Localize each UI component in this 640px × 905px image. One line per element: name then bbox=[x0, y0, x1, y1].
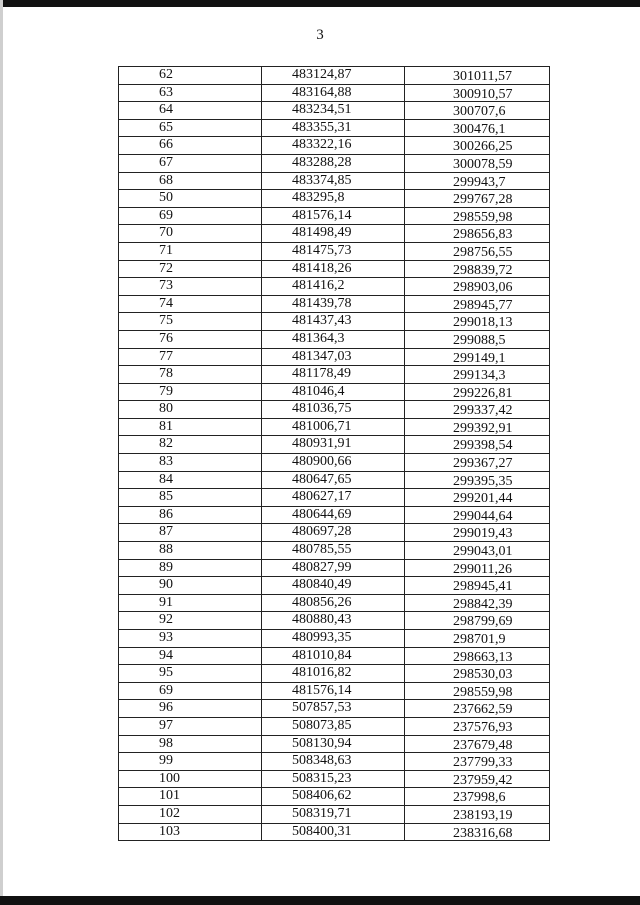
y-coordinate-cell: 237998,6 bbox=[453, 790, 506, 805]
y-coordinate-cell: 299011,26 bbox=[453, 561, 512, 577]
table-row bbox=[119, 330, 549, 348]
x-coordinate-cell: 483288,28 bbox=[262, 155, 405, 172]
table-row bbox=[119, 312, 549, 330]
x-coordinate-cell: 483164,88 bbox=[262, 85, 405, 102]
page-number: 3 bbox=[316, 27, 324, 43]
point-number-cell: 92 bbox=[119, 612, 262, 629]
table-row bbox=[119, 66, 549, 84]
table-row bbox=[119, 611, 549, 629]
y-coordinate-cell: 298842,39 bbox=[453, 596, 513, 612]
x-coordinate-cell: 508406,62 bbox=[262, 788, 405, 805]
table-row bbox=[119, 154, 549, 172]
point-number-cell: 74 bbox=[119, 296, 262, 313]
point-number-cell: 63 bbox=[119, 85, 262, 102]
y-coordinate-cell: 298663,13 bbox=[453, 649, 513, 665]
point-number-cell: 101 bbox=[119, 788, 262, 805]
point-number-cell: 69 bbox=[119, 683, 262, 700]
point-number-cell: 69 bbox=[119, 208, 262, 225]
table-row bbox=[119, 383, 549, 401]
y-coordinate-cell: 300078,59 bbox=[453, 156, 513, 172]
table-row bbox=[119, 277, 549, 295]
table-row bbox=[119, 647, 549, 665]
point-number-cell: 66 bbox=[119, 137, 262, 154]
point-number-cell: 103 bbox=[119, 824, 262, 841]
table-row bbox=[119, 594, 549, 612]
y-coordinate-cell: 298903,06 bbox=[453, 280, 513, 295]
y-coordinate-cell: 299019,43 bbox=[453, 526, 513, 542]
point-number-cell: 102 bbox=[119, 806, 262, 823]
y-coordinate-cell: 237799,33 bbox=[453, 755, 513, 770]
x-coordinate-cell: 481006,71 bbox=[262, 419, 405, 436]
point-number-cell: 86 bbox=[119, 507, 262, 524]
x-coordinate-cell: 481437,43 bbox=[262, 313, 405, 330]
table-row bbox=[119, 629, 549, 647]
y-coordinate-cell: 299044,64 bbox=[453, 508, 513, 524]
y-coordinate-cell: 299226,81 bbox=[453, 385, 513, 401]
x-coordinate-cell: 508073,85 bbox=[262, 718, 405, 735]
table-row bbox=[119, 207, 549, 225]
point-number-cell: 84 bbox=[119, 472, 262, 489]
x-coordinate-cell: 508315,23 bbox=[262, 771, 405, 788]
table-row bbox=[119, 242, 549, 260]
x-coordinate-cell: 483234,51 bbox=[262, 102, 405, 119]
point-number-cell: 97 bbox=[119, 718, 262, 735]
x-coordinate-cell: 481576,14 bbox=[262, 208, 405, 225]
x-coordinate-cell: 508348,63 bbox=[262, 753, 405, 770]
y-coordinate-cell: 298656,83 bbox=[453, 227, 513, 242]
point-number-cell: 62 bbox=[119, 67, 262, 84]
table-row bbox=[119, 189, 549, 207]
point-number-cell: 91 bbox=[119, 595, 262, 612]
y-coordinate-cell: 237959,42 bbox=[453, 772, 513, 788]
y-coordinate-cell: 298799,69 bbox=[453, 614, 513, 629]
x-coordinate-cell: 483355,31 bbox=[262, 120, 405, 137]
y-coordinate-cell: 298945,41 bbox=[453, 579, 513, 594]
table-row bbox=[119, 435, 549, 453]
table-row bbox=[119, 787, 549, 805]
table-row bbox=[119, 84, 549, 102]
y-coordinate-cell: 299392,91 bbox=[453, 420, 513, 436]
y-coordinate-cell: 298839,72 bbox=[453, 262, 513, 278]
table-row bbox=[119, 717, 549, 735]
point-number-cell: 78 bbox=[119, 366, 262, 383]
x-coordinate-cell: 480993,35 bbox=[262, 630, 405, 647]
y-coordinate-cell: 299201,44 bbox=[453, 491, 513, 506]
y-coordinate-cell: 299134,3 bbox=[453, 368, 506, 383]
table-row bbox=[119, 823, 549, 841]
x-coordinate-cell: 480647,65 bbox=[262, 472, 405, 489]
scan-bottom-border bbox=[0, 896, 640, 905]
point-number-cell: 76 bbox=[119, 331, 262, 348]
table-row bbox=[119, 752, 549, 770]
table-row bbox=[119, 119, 549, 137]
x-coordinate-cell: 481475,73 bbox=[262, 243, 405, 260]
y-coordinate-cell: 299337,42 bbox=[453, 403, 513, 418]
point-number-cell: 70 bbox=[119, 225, 262, 242]
point-number-cell: 82 bbox=[119, 436, 262, 453]
table-row bbox=[119, 682, 549, 700]
y-coordinate-cell: 238316,68 bbox=[453, 825, 513, 841]
table-row bbox=[119, 664, 549, 682]
x-coordinate-cell: 508319,71 bbox=[262, 806, 405, 823]
point-number-cell: 83 bbox=[119, 454, 262, 471]
y-coordinate-cell: 298756,55 bbox=[453, 244, 513, 260]
point-number-cell: 80 bbox=[119, 401, 262, 418]
x-coordinate-cell: 480827,99 bbox=[262, 560, 405, 577]
point-number-cell: 90 bbox=[119, 577, 262, 594]
x-coordinate-cell: 480644,69 bbox=[262, 507, 405, 524]
table-row bbox=[119, 541, 549, 559]
point-number-cell: 77 bbox=[119, 349, 262, 366]
y-coordinate-cell: 300707,6 bbox=[453, 104, 506, 119]
point-number-cell: 98 bbox=[119, 736, 262, 753]
x-coordinate-cell: 481178,49 bbox=[262, 366, 405, 383]
y-coordinate-cell: 237679,48 bbox=[453, 737, 513, 753]
table-row bbox=[119, 400, 549, 418]
y-coordinate-cell: 298945,77 bbox=[453, 297, 513, 313]
x-coordinate-cell: 481347,03 bbox=[262, 349, 405, 366]
point-number-cell: 94 bbox=[119, 648, 262, 665]
table-row bbox=[119, 735, 549, 753]
y-coordinate-cell: 299767,28 bbox=[453, 192, 513, 207]
point-number-cell: 85 bbox=[119, 489, 262, 506]
y-coordinate-cell: 299367,27 bbox=[453, 456, 513, 471]
y-coordinate-cell: 299088,5 bbox=[453, 332, 506, 348]
table-row bbox=[119, 295, 549, 313]
point-number-cell: 95 bbox=[119, 665, 262, 682]
y-coordinate-cell: 299398,54 bbox=[453, 438, 513, 454]
point-number-cell: 79 bbox=[119, 384, 262, 401]
table-row bbox=[119, 770, 549, 788]
point-number-cell: 96 bbox=[119, 700, 262, 717]
table-row bbox=[119, 523, 549, 541]
x-coordinate-cell: 483124,87 bbox=[262, 67, 405, 84]
x-coordinate-cell: 483322,16 bbox=[262, 137, 405, 154]
point-number-cell: 100 bbox=[119, 771, 262, 788]
point-number-cell: 71 bbox=[119, 243, 262, 260]
table-row bbox=[119, 172, 549, 190]
y-coordinate-cell: 298701,9 bbox=[453, 632, 506, 647]
point-number-cell: 72 bbox=[119, 261, 262, 278]
x-coordinate-cell: 480880,43 bbox=[262, 612, 405, 629]
table-row bbox=[119, 471, 549, 489]
table-row bbox=[119, 805, 549, 823]
point-number-cell: 64 bbox=[119, 102, 262, 119]
table-row bbox=[119, 365, 549, 383]
point-number-cell: 75 bbox=[119, 313, 262, 330]
y-coordinate-cell: 299043,01 bbox=[453, 544, 513, 559]
table-row bbox=[119, 418, 549, 436]
point-number-cell: 67 bbox=[119, 155, 262, 172]
table-row bbox=[119, 488, 549, 506]
y-coordinate-cell: 298559,98 bbox=[453, 209, 513, 225]
scan-top-border bbox=[0, 0, 640, 7]
x-coordinate-cell: 480856,26 bbox=[262, 595, 405, 612]
y-coordinate-cell: 299395,35 bbox=[453, 473, 513, 489]
x-coordinate-cell: 508130,94 bbox=[262, 736, 405, 753]
x-coordinate-cell: 480785,55 bbox=[262, 542, 405, 559]
point-number-cell: 81 bbox=[119, 419, 262, 436]
y-coordinate-cell: 237576,93 bbox=[453, 719, 513, 735]
table-row bbox=[119, 559, 549, 577]
x-coordinate-cell: 481364,3 bbox=[262, 331, 405, 348]
x-coordinate-cell: 483295,8 bbox=[262, 190, 405, 207]
y-coordinate-cell: 298559,98 bbox=[453, 684, 513, 700]
y-coordinate-cell: 298530,03 bbox=[453, 667, 513, 682]
x-coordinate-cell: 481439,78 bbox=[262, 296, 405, 313]
table-row bbox=[119, 348, 549, 366]
point-number-cell: 68 bbox=[119, 173, 262, 190]
y-coordinate-cell: 238193,19 bbox=[453, 807, 513, 823]
x-coordinate-cell: 508400,31 bbox=[262, 824, 405, 841]
y-coordinate-cell: 237662,59 bbox=[453, 702, 513, 717]
x-coordinate-cell: 481418,26 bbox=[262, 261, 405, 278]
point-number-cell: 99 bbox=[119, 753, 262, 770]
table-row bbox=[119, 260, 549, 278]
y-coordinate-cell: 300266,25 bbox=[453, 139, 513, 154]
y-coordinate-cell: 300910,57 bbox=[453, 86, 513, 102]
table-row bbox=[119, 453, 549, 471]
x-coordinate-cell: 481576,14 bbox=[262, 683, 405, 700]
x-coordinate-cell: 481416,2 bbox=[262, 278, 405, 295]
y-coordinate-cell: 299943,7 bbox=[453, 174, 506, 190]
table-row bbox=[119, 506, 549, 524]
x-coordinate-cell: 483374,85 bbox=[262, 173, 405, 190]
x-coordinate-cell: 480900,66 bbox=[262, 454, 405, 471]
table-row bbox=[119, 101, 549, 119]
table-row bbox=[119, 136, 549, 154]
x-coordinate-cell: 480627,17 bbox=[262, 489, 405, 506]
table-row bbox=[119, 699, 549, 717]
x-coordinate-cell: 480840,49 bbox=[262, 577, 405, 594]
point-number-cell: 89 bbox=[119, 560, 262, 577]
y-coordinate-cell: 301011,57 bbox=[453, 69, 512, 84]
point-number-cell: 50 bbox=[119, 190, 262, 207]
y-coordinate-cell: 299149,1 bbox=[453, 350, 506, 366]
x-coordinate-cell: 481036,75 bbox=[262, 401, 405, 418]
y-coordinate-cell: 299018,13 bbox=[453, 315, 513, 330]
coordinates-table bbox=[118, 66, 550, 841]
y-coordinate-cell: 300476,1 bbox=[453, 121, 506, 137]
point-number-cell: 73 bbox=[119, 278, 262, 295]
point-number-cell: 65 bbox=[119, 120, 262, 137]
x-coordinate-cell: 481498,49 bbox=[262, 225, 405, 242]
table-row bbox=[119, 576, 549, 594]
table-row bbox=[119, 224, 549, 242]
x-coordinate-cell: 481010,84 bbox=[262, 648, 405, 665]
point-number-cell: 87 bbox=[119, 524, 262, 541]
x-coordinate-cell: 480697,28 bbox=[262, 524, 405, 541]
x-coordinate-cell: 507857,53 bbox=[262, 700, 405, 717]
x-coordinate-cell: 481016,82 bbox=[262, 665, 405, 682]
x-coordinate-cell: 480931,91 bbox=[262, 436, 405, 453]
x-coordinate-cell: 481046,4 bbox=[262, 384, 405, 401]
scan-left-edge bbox=[0, 0, 3, 905]
point-number-cell: 88 bbox=[119, 542, 262, 559]
point-number-cell: 93 bbox=[119, 630, 262, 647]
